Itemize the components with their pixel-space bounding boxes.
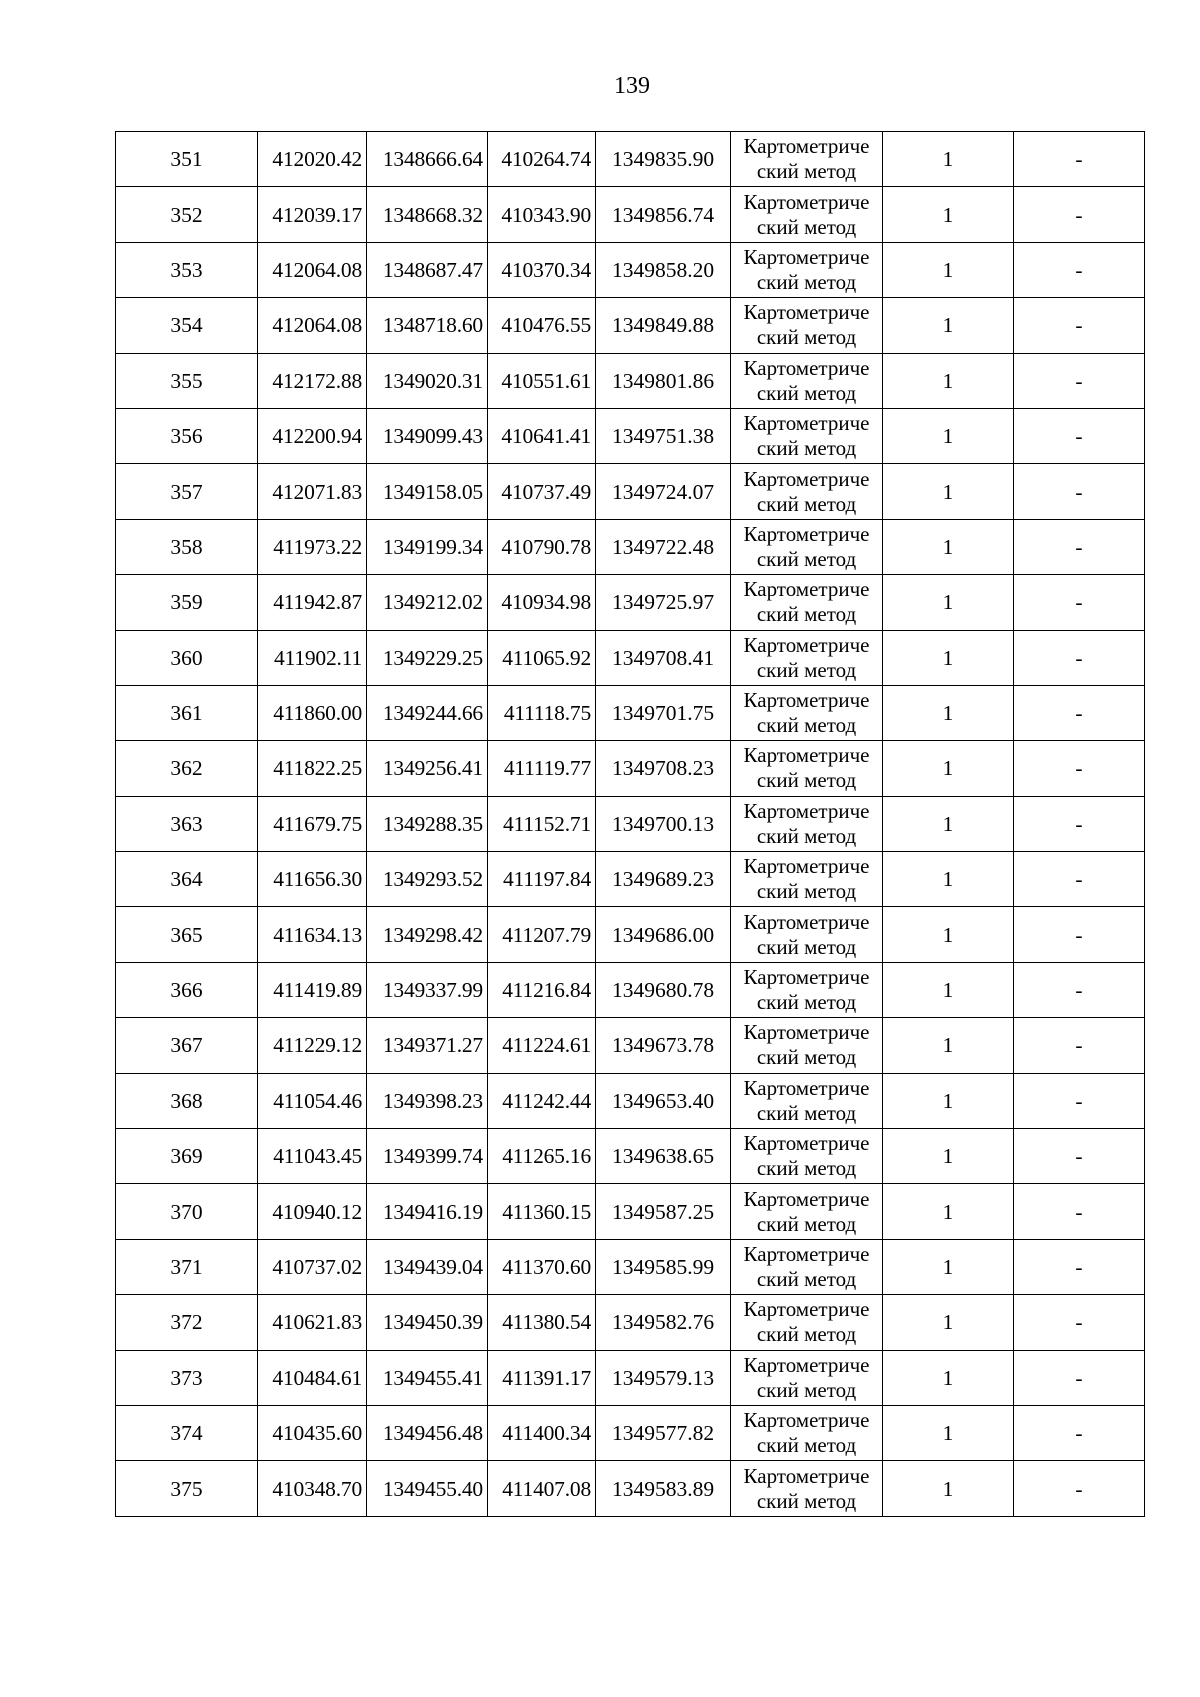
method-label-line2: ский метод	[756, 823, 857, 848]
method-label-line2: ский метод	[756, 713, 857, 738]
method-label-line2: ский метод	[756, 1433, 857, 1458]
method-label-line2: ский метод	[756, 546, 857, 571]
x1-coordinate-cell: 410621.83	[258, 1295, 367, 1350]
x1-coordinate-cell: 412071.83	[258, 464, 367, 519]
x1-coordinate-cell: 411822.25	[258, 741, 367, 796]
method-cell	[731, 1129, 883, 1184]
y2-coordinate-cell: 1349638.65	[596, 1129, 731, 1184]
note-cell: -	[1014, 519, 1145, 574]
x2-coordinate-cell: 411407.08	[488, 1461, 596, 1516]
x2-coordinate-cell: 410264.74	[488, 132, 596, 187]
y1-coordinate-cell: 1349256.41	[367, 741, 488, 796]
y1-coordinate-cell: 1349020.31	[367, 353, 488, 408]
method-cell	[731, 464, 883, 519]
y1-coordinate-cell: 1349244.66	[367, 685, 488, 740]
point-number-cell: 368	[116, 1073, 258, 1128]
method-label-line1: Картометриче	[743, 1242, 870, 1266]
note-cell: -	[1014, 685, 1145, 740]
method-label-line2: ский метод	[756, 1322, 857, 1347]
accuracy-cell: 1	[883, 408, 1014, 463]
y1-coordinate-cell: 1349398.23	[367, 1073, 488, 1128]
method-cell	[731, 741, 883, 796]
point-number-cell: 351	[116, 132, 258, 187]
x2-coordinate-cell: 410370.34	[488, 242, 596, 297]
note-cell: -	[1014, 1073, 1145, 1128]
y1-coordinate-cell: 1348687.47	[367, 242, 488, 297]
method-cell	[731, 298, 883, 353]
method-label-line1: Картометриче	[743, 134, 870, 159]
y2-coordinate-cell: 1349708.23	[596, 741, 731, 796]
method-cell	[731, 1239, 883, 1294]
table-row	[116, 353, 1145, 408]
accuracy-cell: 1	[883, 1129, 1014, 1184]
method-label-line2: ский метод	[756, 879, 857, 904]
y2-coordinate-cell: 1349725.97	[596, 575, 731, 630]
method-cell	[731, 630, 883, 685]
y1-coordinate-cell: 1349293.52	[367, 852, 488, 907]
method-cell	[731, 962, 883, 1017]
method-cell	[731, 1018, 883, 1073]
x2-coordinate-cell: 411360.15	[488, 1184, 596, 1239]
note-cell: -	[1014, 1295, 1145, 1350]
table-row	[116, 741, 1145, 796]
x1-coordinate-cell: 411229.12	[258, 1018, 367, 1073]
table-row	[116, 464, 1145, 519]
table-row	[116, 796, 1145, 851]
method-cell	[731, 132, 883, 187]
method-cell	[731, 1295, 883, 1350]
x1-coordinate-cell: 412064.08	[258, 298, 367, 353]
method-label-line2: ский метод	[756, 1156, 857, 1181]
method-cell	[731, 1350, 883, 1405]
table-row	[116, 575, 1145, 630]
y1-coordinate-cell: 1349288.35	[367, 796, 488, 851]
accuracy-cell: 1	[883, 1018, 1014, 1073]
x1-coordinate-cell: 411942.87	[258, 575, 367, 630]
accuracy-cell: 1	[883, 852, 1014, 907]
table-row	[116, 187, 1145, 242]
y1-coordinate-cell: 1349229.25	[367, 630, 488, 685]
accuracy-cell: 1	[883, 132, 1014, 187]
method-cell	[731, 519, 883, 574]
table-row	[116, 1295, 1145, 1350]
table-row	[116, 852, 1145, 907]
method-label-line2: ский метод	[756, 436, 857, 461]
accuracy-cell: 1	[883, 796, 1014, 851]
method-label-line1: Картометриче	[743, 854, 870, 879]
note-cell: -	[1014, 1018, 1145, 1073]
note-cell: -	[1014, 408, 1145, 463]
y2-coordinate-cell: 1349579.13	[596, 1350, 731, 1405]
table-row	[116, 408, 1145, 463]
method-cell	[731, 852, 883, 907]
x1-coordinate-cell: 412064.08	[258, 242, 367, 297]
method-cell	[731, 242, 883, 297]
accuracy-cell: 1	[883, 242, 1014, 297]
y2-coordinate-cell: 1349689.23	[596, 852, 731, 907]
accuracy-cell: 1	[883, 1350, 1014, 1405]
y1-coordinate-cell: 1349337.99	[367, 962, 488, 1017]
y2-coordinate-cell: 1349701.75	[596, 685, 731, 740]
table-row	[116, 1129, 1145, 1184]
x1-coordinate-cell: 411679.75	[258, 796, 367, 851]
page-number: 139	[614, 73, 650, 99]
y1-coordinate-cell: 1349199.34	[367, 519, 488, 574]
table-row	[116, 298, 1145, 353]
method-label-line2: ский метод	[756, 269, 857, 294]
point-number-cell: 356	[116, 408, 258, 463]
accuracy-cell: 1	[883, 962, 1014, 1017]
table-row	[116, 132, 1145, 187]
table-row	[116, 1184, 1145, 1239]
x1-coordinate-cell: 412039.17	[258, 187, 367, 242]
method-label-line2: ский метод	[756, 1100, 857, 1125]
x2-coordinate-cell: 410790.78	[488, 519, 596, 574]
note-cell: -	[1014, 852, 1145, 907]
y2-coordinate-cell: 1349856.74	[596, 187, 731, 242]
accuracy-cell: 1	[883, 1073, 1014, 1128]
method-cell	[731, 1461, 883, 1516]
x1-coordinate-cell: 411634.13	[258, 907, 367, 962]
method-label-line1: Картометриче	[743, 798, 870, 823]
accuracy-cell: 1	[883, 685, 1014, 740]
method-label-line2: ский метод	[756, 325, 857, 350]
accuracy-cell: 1	[883, 298, 1014, 353]
x1-coordinate-cell: 412172.88	[258, 353, 367, 408]
note-cell: -	[1014, 630, 1145, 685]
method-label-line2: ский метод	[756, 1488, 857, 1513]
table-row	[116, 242, 1145, 297]
table-row	[116, 1405, 1145, 1460]
table-row	[116, 1461, 1145, 1516]
point-number-cell: 352	[116, 187, 258, 242]
accuracy-cell: 1	[883, 907, 1014, 962]
method-cell	[731, 1184, 883, 1239]
method-label-line1: Картометриче	[743, 965, 870, 990]
x1-coordinate-cell: 411054.46	[258, 1073, 367, 1128]
method-label-line1: Картометриче	[743, 1297, 870, 1322]
method-label-line1: Картометриче	[743, 411, 870, 436]
point-number-cell: 361	[116, 685, 258, 740]
point-number-cell: 365	[116, 907, 258, 962]
y1-coordinate-cell: 1349456.48	[367, 1405, 488, 1460]
note-cell: -	[1014, 575, 1145, 630]
point-number-cell: 370	[116, 1184, 258, 1239]
method-cell	[731, 408, 883, 463]
note-cell: -	[1014, 1461, 1145, 1516]
accuracy-cell: 1	[883, 353, 1014, 408]
y1-coordinate-cell: 1349298.42	[367, 907, 488, 962]
point-number-cell: 371	[116, 1239, 258, 1294]
note-cell: -	[1014, 464, 1145, 519]
method-label-line2: ский метод	[756, 214, 857, 239]
note-cell: -	[1014, 298, 1145, 353]
y1-coordinate-cell: 1349455.41	[367, 1350, 488, 1405]
method-cell	[731, 1405, 883, 1460]
x2-coordinate-cell: 411224.61	[488, 1018, 596, 1073]
y1-coordinate-cell: 1348666.64	[367, 132, 488, 187]
accuracy-cell: 1	[883, 741, 1014, 796]
table-row	[116, 685, 1145, 740]
method-label-line1: Картометриче	[743, 1352, 870, 1377]
note-cell: -	[1014, 962, 1145, 1017]
x1-coordinate-cell: 411043.45	[258, 1129, 367, 1184]
point-number-cell: 354	[116, 298, 258, 353]
x1-coordinate-cell: 412020.42	[258, 132, 367, 187]
point-number-cell: 360	[116, 630, 258, 685]
x2-coordinate-cell: 410551.61	[488, 353, 596, 408]
method-label-line1: Картометриче	[743, 355, 870, 380]
point-number-cell: 369	[116, 1129, 258, 1184]
y1-coordinate-cell: 1349099.43	[367, 408, 488, 463]
note-cell: -	[1014, 242, 1145, 297]
y1-coordinate-cell: 1348668.32	[367, 187, 488, 242]
x2-coordinate-cell: 410934.98	[488, 575, 596, 630]
x2-coordinate-cell: 410737.49	[488, 464, 596, 519]
method-label-line1: Картометриче	[743, 743, 870, 768]
method-label-line1: Картометриче	[743, 1463, 870, 1488]
point-number-cell: 363	[116, 796, 258, 851]
method-label-line2: ский метод	[756, 602, 857, 627]
method-label-line1: Картометриче	[743, 1131, 870, 1156]
method-label-line2: ский метод	[756, 1045, 857, 1070]
table-row	[116, 1073, 1145, 1128]
method-cell	[731, 907, 883, 962]
method-label-line2: ский метод	[756, 491, 857, 516]
y1-coordinate-cell: 1349158.05	[367, 464, 488, 519]
y2-coordinate-cell: 1349724.07	[596, 464, 731, 519]
method-label-line2: ский метод	[756, 990, 857, 1015]
method-label-line2: ский метод	[756, 657, 857, 682]
y2-coordinate-cell: 1349680.78	[596, 962, 731, 1017]
table-row	[116, 1239, 1145, 1294]
x2-coordinate-cell: 411065.92	[488, 630, 596, 685]
point-number-cell: 362	[116, 741, 258, 796]
method-label-line1: Картометриче	[743, 1020, 870, 1045]
method-label-line2: ский метод	[756, 934, 857, 959]
x1-coordinate-cell: 410737.02	[258, 1239, 367, 1294]
table-row	[116, 1350, 1145, 1405]
y1-coordinate-cell: 1349399.74	[367, 1129, 488, 1184]
point-number-cell: 372	[116, 1295, 258, 1350]
y1-coordinate-cell: 1349371.27	[367, 1018, 488, 1073]
point-number-cell: 364	[116, 852, 258, 907]
x2-coordinate-cell: 411242.44	[488, 1073, 596, 1128]
point-number-cell: 355	[116, 353, 258, 408]
note-cell: -	[1014, 741, 1145, 796]
method-label-line1: Картометриче	[743, 632, 870, 657]
y2-coordinate-cell: 1349686.00	[596, 907, 731, 962]
accuracy-cell: 1	[883, 464, 1014, 519]
note-cell: -	[1014, 1184, 1145, 1239]
x1-coordinate-cell: 411656.30	[258, 852, 367, 907]
accuracy-cell: 1	[883, 1295, 1014, 1350]
method-label-line1: Картометриче	[743, 244, 870, 269]
table-row	[116, 519, 1145, 574]
y2-coordinate-cell: 1349585.99	[596, 1239, 731, 1294]
x2-coordinate-cell: 411118.75	[488, 685, 596, 740]
y1-coordinate-cell: 1349439.04	[367, 1239, 488, 1294]
x1-coordinate-cell: 410940.12	[258, 1184, 367, 1239]
note-cell: -	[1014, 1129, 1145, 1184]
note-cell: -	[1014, 907, 1145, 962]
point-number-cell: 366	[116, 962, 258, 1017]
y2-coordinate-cell: 1349673.78	[596, 1018, 731, 1073]
accuracy-cell: 1	[883, 1239, 1014, 1294]
x2-coordinate-cell: 411197.84	[488, 852, 596, 907]
method-label-line2: ский метод	[756, 768, 857, 793]
point-number-cell: 359	[116, 575, 258, 630]
point-number-cell: 353	[116, 242, 258, 297]
y1-coordinate-cell: 1349212.02	[367, 575, 488, 630]
note-cell: -	[1014, 1405, 1145, 1460]
note-cell: -	[1014, 796, 1145, 851]
x1-coordinate-cell: 411902.11	[258, 630, 367, 685]
coordinates-table	[115, 131, 1145, 1517]
method-label-line1: Картометриче	[743, 300, 870, 325]
x1-coordinate-cell: 410435.60	[258, 1405, 367, 1460]
accuracy-cell: 1	[883, 1405, 1014, 1460]
method-cell	[731, 353, 883, 408]
accuracy-cell: 1	[883, 630, 1014, 685]
table-row	[116, 1018, 1145, 1073]
method-label-line1: Картометриче	[743, 1075, 870, 1100]
accuracy-cell: 1	[883, 187, 1014, 242]
x1-coordinate-cell: 412200.94	[258, 408, 367, 463]
method-cell	[731, 796, 883, 851]
y1-coordinate-cell: 1349450.39	[367, 1295, 488, 1350]
x2-coordinate-cell: 411152.71	[488, 796, 596, 851]
note-cell: -	[1014, 187, 1145, 242]
x1-coordinate-cell: 411860.00	[258, 685, 367, 740]
y2-coordinate-cell: 1349587.25	[596, 1184, 731, 1239]
accuracy-cell: 1	[883, 575, 1014, 630]
note-cell: -	[1014, 132, 1145, 187]
accuracy-cell: 1	[883, 519, 1014, 574]
x2-coordinate-cell: 410641.41	[488, 408, 596, 463]
method-label-line2: ский метод	[756, 1267, 857, 1291]
x2-coordinate-cell: 411216.84	[488, 962, 596, 1017]
method-label-line2: ский метод	[756, 1377, 857, 1402]
y2-coordinate-cell: 1349849.88	[596, 298, 731, 353]
y1-coordinate-cell: 1349416.19	[367, 1184, 488, 1239]
y2-coordinate-cell: 1349583.89	[596, 1461, 731, 1516]
y2-coordinate-cell: 1349722.48	[596, 519, 731, 574]
y2-coordinate-cell: 1349653.40	[596, 1073, 731, 1128]
x2-coordinate-cell: 411380.54	[488, 1295, 596, 1350]
y2-coordinate-cell: 1349858.20	[596, 242, 731, 297]
x2-coordinate-cell: 411370.60	[488, 1239, 596, 1294]
method-label-line2: ский метод	[756, 380, 857, 405]
y2-coordinate-cell: 1349582.76	[596, 1295, 731, 1350]
method-cell	[731, 575, 883, 630]
y1-coordinate-cell: 1349455.40	[367, 1461, 488, 1516]
x1-coordinate-cell: 410484.61	[258, 1350, 367, 1405]
point-number-cell: 358	[116, 519, 258, 574]
x2-coordinate-cell: 411265.16	[488, 1129, 596, 1184]
y2-coordinate-cell: 1349577.82	[596, 1405, 731, 1460]
method-label-line1: Картометриче	[743, 466, 870, 491]
x2-coordinate-cell: 410476.55	[488, 298, 596, 353]
method-cell	[731, 685, 883, 740]
method-cell	[731, 187, 883, 242]
method-label-line2: ский метод	[756, 159, 857, 184]
x2-coordinate-cell: 410343.90	[488, 187, 596, 242]
point-number-cell: 357	[116, 464, 258, 519]
y2-coordinate-cell: 1349801.86	[596, 353, 731, 408]
point-number-cell: 375	[116, 1461, 258, 1516]
method-label-line1: Картометриче	[743, 1186, 870, 1211]
y2-coordinate-cell: 1349708.41	[596, 630, 731, 685]
x2-coordinate-cell: 411207.79	[488, 907, 596, 962]
y2-coordinate-cell: 1349835.90	[596, 132, 731, 187]
point-number-cell: 373	[116, 1350, 258, 1405]
note-cell: -	[1014, 1350, 1145, 1405]
table-row	[116, 907, 1145, 962]
method-label-line1: Картометриче	[743, 909, 870, 934]
table-body	[116, 132, 1145, 1517]
method-label-line2: ский метод	[756, 1211, 857, 1236]
x1-coordinate-cell: 411419.89	[258, 962, 367, 1017]
method-label-line1: Картометриче	[743, 577, 870, 602]
note-cell: -	[1014, 1239, 1145, 1294]
x1-coordinate-cell: 411973.22	[258, 519, 367, 574]
x2-coordinate-cell: 411400.34	[488, 1405, 596, 1460]
method-label-line1: Картометриче	[743, 189, 870, 214]
method-label-line1: Картометриче	[743, 1408, 870, 1433]
accuracy-cell: 1	[883, 1461, 1014, 1516]
y2-coordinate-cell: 1349700.13	[596, 796, 731, 851]
method-label-line1: Картометриче	[743, 521, 870, 546]
table-row	[116, 962, 1145, 1017]
table-row	[116, 630, 1145, 685]
y1-coordinate-cell: 1348718.60	[367, 298, 488, 353]
method-cell	[731, 1073, 883, 1128]
x1-coordinate-cell: 410348.70	[258, 1461, 367, 1516]
point-number-cell: 374	[116, 1405, 258, 1460]
y2-coordinate-cell: 1349751.38	[596, 408, 731, 463]
x2-coordinate-cell: 411391.17	[488, 1350, 596, 1405]
note-cell: -	[1014, 353, 1145, 408]
accuracy-cell: 1	[883, 1184, 1014, 1239]
method-label-line1: Картометриче	[743, 688, 870, 713]
x2-coordinate-cell: 411119.77	[488, 741, 596, 796]
point-number-cell: 367	[116, 1018, 258, 1073]
